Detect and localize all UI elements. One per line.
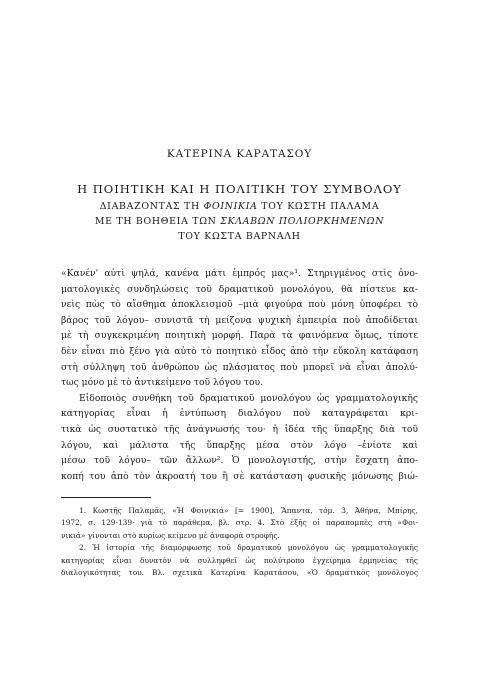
body-line: δὲν εἶναι πιὸ ξένο γιὰ αὐτὸ τὸ ποιητικὸ εἶδος ἀπὸ τὴν εὔκολη κατάφαση	[61, 345, 418, 357]
body-line: «Κανέν' αὐτὶ ψηλά, κανένα μάτι ἐμπρός μας»¹. Στηριγμένος στὶς ὀνο-	[61, 268, 418, 279]
footnote-line: 1. Κωστῆς Παλαμᾶς, «Ἡ Φοινικιά» [= 1900], Ἅπαντα, τόμ. 3, Ἀθήνα, Μπίρης,	[79, 506, 418, 515]
article-title: Η ΠΟΙΗΤΙΚΗ ΚΑΙ Η ΠΟΛΙΤΙΚΗ ΤΟΥ ΣΥΜΒΟΛΟΥ	[77, 182, 402, 196]
footnote-line: κατηγορίας εἶναι δυνατὸν νὰ συλληφθεῖ ὡς πολύτροπο ἐγχείρημα ἑρμηνείας τῆς	[61, 555, 418, 565]
body-line: τικὰ ὡς συστατικὸ τῆς ἀνάγνωσής του· ἡ ἰδέα τῆς ὕπαρξης διὰ τοῦ	[61, 423, 418, 435]
subtitle-1-prefix: ΔΙΑΒΑΖΟΝΤΑΣ ΤΗ	[99, 201, 204, 212]
author-name: ΚΑΤΕΡΙΝΑ ΚΑΡΑΤΑΣΟΥ	[166, 148, 313, 160]
subtitle-line-3: ΤΟΥ ΚΩΣΤΑ ΒΑΡΝΑΛΗ	[178, 231, 301, 242]
body-text	[61, 266, 418, 484]
body-line: βάρος τοῦ λόγου– συνιστᾶ τὴ μείζονα ψυχικὴ ἐμπειρία ποὺ ἀποδίδεται	[61, 314, 418, 326]
body-line: στὴ σύλληψη τοῦ ἀνθρώπου ὡς πλάσματος ποὺ μπορεῖ νὰ εἶναι ἀπολύ-	[61, 361, 418, 373]
subtitle-line-2	[0, 216, 479, 228]
subtitle-2-italic: ΣΚΛΑΒΩΝ ΠΟΛΙΟΡΚΗΜΕΝΩΝ	[220, 216, 385, 227]
subtitle-1-italic: ΦΟΙΝΙΚΙΑ	[203, 201, 258, 212]
body-line: τως μόνο μὲ τὸ ἀντικείμενο τοῦ λόγου του.	[61, 377, 264, 389]
body-line: νεὶς πὼς τὸ αἴσθημα ἀποκλεισμοῦ –μιὰ φιγούρα ποὺ μόνη ὑποφέρει τὸ	[61, 299, 418, 311]
paragraph-2	[61, 391, 418, 485]
subtitle-line-1	[0, 201, 479, 213]
body-line: λόγου, καὶ μάλιστα τῆς ὕπαρξης μέσα στὸν λόγο –ἐνίοτε καὶ	[61, 439, 418, 451]
footnote-rule	[61, 497, 151, 498]
footnote-line: 1972, σ. 129-139· γιὰ τὸ παράθεμα, βλ. στρ. 4. Στὸ ἑξῆς οἱ παραπομπὲς στὴ «Φοι-	[61, 518, 418, 528]
body-line: μέσω τοῦ λόγου– τῶν ἄλλων². Ὁ μονολογιστής, στὴν ἔσχατη ἀπο-	[61, 455, 418, 467]
body-line: κατηγορίας εἶναι ἡ ἐντύπωση διαλόγου ποὺ καταγράφεται κρι-	[61, 408, 418, 420]
subtitle-1-suffix: ΤΟΥ ΚΩΣΤΗ ΠΑΛΑΜΑ	[257, 201, 380, 212]
subtitle-2-prefix: ΜΕ ΤΗ ΒΟΗΘΕΙΑ ΤΩΝ	[94, 216, 221, 227]
footnotes	[61, 505, 418, 579]
body-line: Εἰδοποιὸς συνθήκη τοῦ δραματικοῦ μονολόγου ὡς γραμματολογικῆς	[79, 392, 418, 404]
body-line: μὲ τὴ συγκεκριμένη ποιητικὴ μορφή. Παρὰ τὰ φαινόμενα ὅμως, τίποτε	[61, 330, 418, 342]
paragraph-1	[61, 266, 418, 391]
body-line: κοπή του ἀπὸ τὸν ἀκροατή του ἢ σὲ κατάσταση φυσικῆς μόνωσης βιώ-	[61, 470, 418, 482]
footnote-line: νικιά» γίνονται στὸ κυρίως κείμενο μὲ ἀναφορὰ στροφῆς.	[61, 530, 280, 540]
footnote-line: διαλογικότητας του. Βλ. σχετικὰ Κατερίνα Καρατάσου, «Ὁ δραματικὸς μονόλογος	[61, 567, 418, 577]
footnote-line: 2. Ἡ ἱστορία τῆς διαμόρφωσης τοῦ δραματικοῦ μονολόγου ὡς γραμματολογικῆς	[79, 543, 418, 553]
body-line: ματολογικὲς συνδηλώσεις τοῦ δραματικοῦ μονολόγου, θὰ πίστευε κα-	[61, 283, 418, 295]
